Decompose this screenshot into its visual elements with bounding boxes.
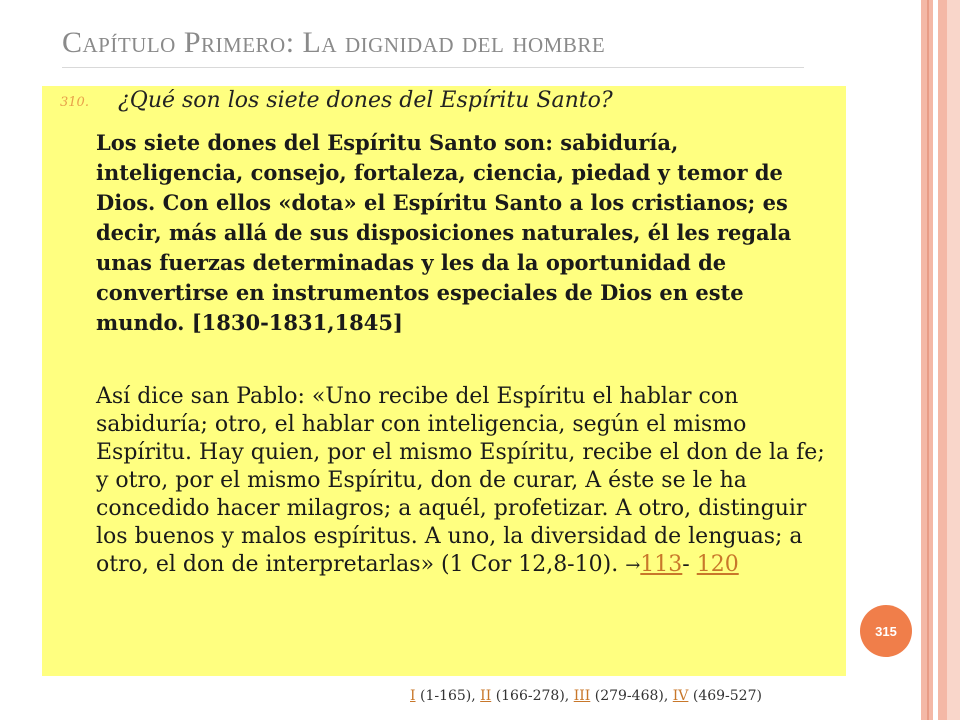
answer-text [96,128,826,338]
footer-range-4: (469-527) [692,688,762,704]
footer-range-1: (1-165), [419,688,476,704]
footer-range-2: (166-278), [495,688,570,704]
decor-stripe [947,0,960,720]
footer-navigation [410,688,762,704]
answer-body: Los siete dones del Espíritu Santo son: sabiduría, inteligencia, consejo, fortaleza, ciencia, piedad y temor de Dios. Con ellos «dota» el Espíritu Santo a los cristianos; es decir, más allá de sus disposiciones naturales, él les regala unas fuerzas determinadas y les da la oportunidad de convertirse en instrumentos especiales de Dios en este mundo. [1830-1831,1845] [96,130,792,335]
reference-link-start[interactable]: 113 [640,552,683,577]
reference-link-end[interactable]: 120 [696,552,739,577]
footer-link-part-1[interactable]: I [410,688,416,704]
footer-link-part-4[interactable]: IV [672,688,689,704]
footer-link-part-3[interactable]: III [573,688,591,704]
decor-stripe [927,0,929,720]
reference-dash: - [682,552,690,577]
title-divider [62,67,804,68]
right-arrow-icon: → [625,555,641,576]
question-number: 310. [60,95,89,110]
decor-stripe [938,0,947,720]
page-number-badge [860,605,912,657]
footer-link-part-2[interactable]: II [480,688,492,704]
slide-title [62,26,605,60]
title-text: Capítulo Primero: La dignidad del hombre [62,26,606,59]
footer-range-3: (279-468), [594,688,669,704]
quote-body: Así dice san Pablo: «Uno recibe del Espíritu el hablar con sabiduría; otro, el hablar con inteligencia, según el mismo Espíritu. Hay quien, por el mismo Espíritu, recibe el don de la fe; y otro, por el mismo Espíritu, don de curar, A éste se le ha concedido hacer milagros; a aquél, profetizar. A otro, distinguir los buenos y malos espíritus. A uno, la diversidad de lenguas; a otro, el don de interpretarlas» (1 Cor 12,8-10). [96,384,825,577]
question-text: ¿Qué son los siete dones del Espíritu Santo? [118,88,613,113]
scripture-quote [96,383,840,580]
page-number: 315 [875,623,897,639]
